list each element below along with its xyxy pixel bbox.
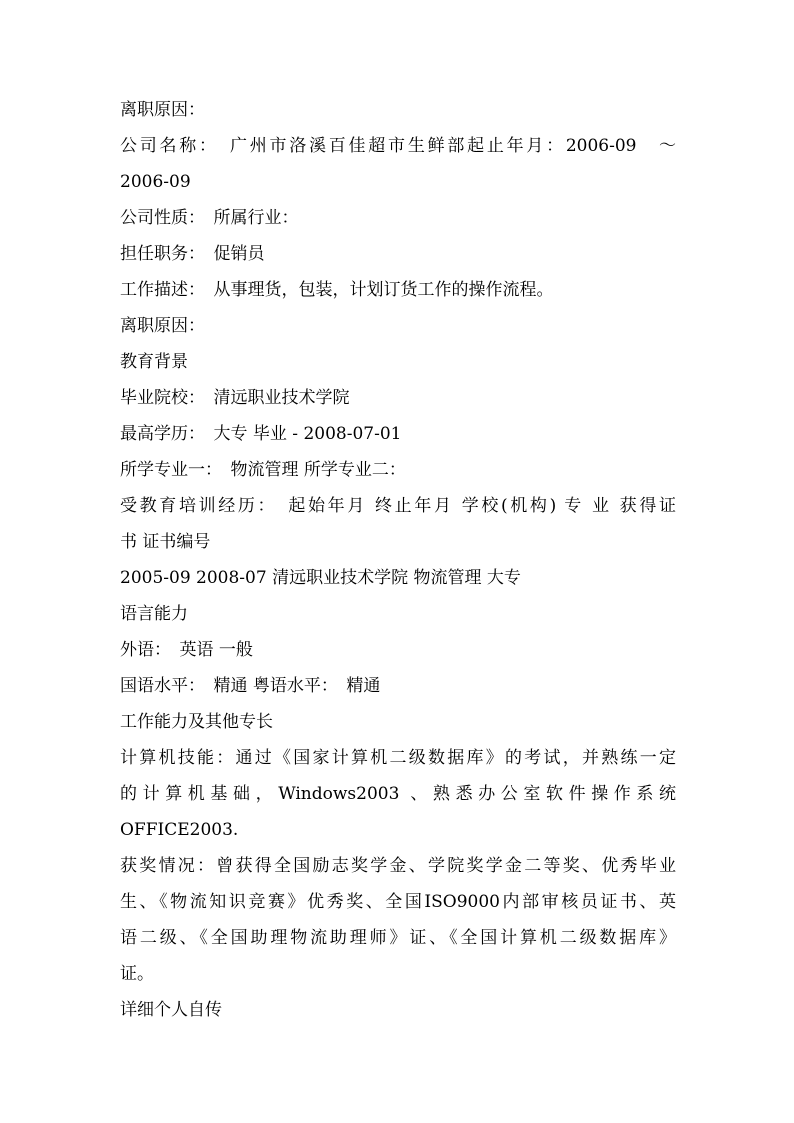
text-line: 离职原因： [120, 100, 205, 120]
text-line: 国语水平： 精通 粤语水平： 精通 [120, 676, 381, 696]
text-line: 书 证书编号 [120, 532, 211, 552]
text-line: 证。 [120, 964, 154, 984]
text-line: 2005-09 2008-07 清远职业技术学院 物流管理 大专 [120, 568, 521, 588]
text-line: 生、《物流知识竞赛》优秀奖、全国ISO9000内部审核员证书、英 [120, 892, 676, 912]
text-line: 2006-09 [120, 172, 191, 192]
text-line: 公司名称： 广州市洛溪百佳超市生鲜部起止年月：2006-09 ～ [120, 136, 676, 156]
text-line: 计算机技能：通过《国家计算机二级数据库》的考试，并熟练一定 [120, 748, 676, 768]
text-line: OFFICE2003. [120, 820, 239, 840]
text-line: 语二级、《全国助理物流助理师》证、《全国计算机二级数据库》 [120, 928, 676, 948]
text-line: 工作描述： 从事理货，包装，计划订货工作的操作流程。 [120, 280, 554, 300]
text-line: 离职原因： [120, 316, 205, 336]
section-heading: 语言能力 [120, 604, 188, 624]
text-line: 的计算机基础，Windows2003 、熟悉办公室软件操作系统 [120, 784, 676, 804]
text-line: 外语： 英语 一般 [120, 640, 253, 660]
section-heading: 工作能力及其他专长 [120, 712, 273, 732]
text-line: 公司性质： 所属行业： [120, 208, 299, 228]
text-line: 所学专业一： 物流管理 所学专业二： [120, 460, 406, 480]
section-heading: 详细个人自传 [120, 1000, 222, 1020]
document-body [120, 92, 676, 1028]
text-line: 毕业院校： 清远职业技术学院 [120, 388, 350, 408]
section-heading: 教育背景 [120, 352, 188, 372]
text-line: 获奖情况：曾获得全国励志奖学金、学院奖学金二等奖、优秀毕业 [120, 856, 676, 876]
text-line: 担任职务： 促销员 [120, 244, 265, 264]
text-line: 受教育培训经历： 起始年月 终止年月 学校(机构) 专 业 获得证 [120, 496, 676, 516]
text-line: 最高学历： 大专 毕业 - 2008-07-01 [120, 424, 402, 444]
